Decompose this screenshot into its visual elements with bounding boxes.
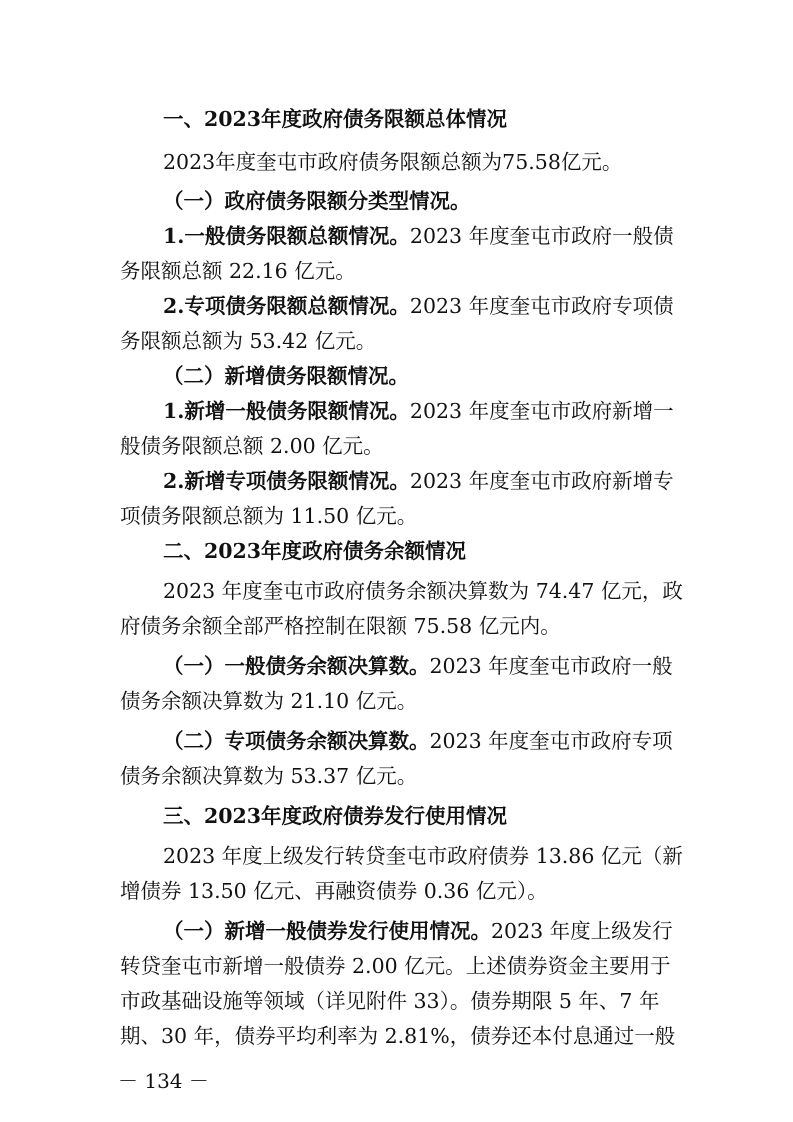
section1-item2-title: 2.专项债务限额总额情况。 [163, 294, 410, 318]
page-number: － 134 － [118, 1069, 209, 1093]
section3-sub1-line3: 市政基础设施等领域（详见附件 33）。债券期限 5 年、7 年 [120, 989, 660, 1013]
section2-sub1-text: 2023 年度奎屯市政府一般 [429, 654, 673, 678]
section1-item2-line2: 务限额总额为 53.42 亿元。 [120, 329, 377, 353]
section1-sub1-heading: （一）政府债务限额分类型情况。 [163, 189, 471, 213]
section1-heading: 一、2023年度政府债务限额总体情况 [163, 107, 508, 131]
section3-sub1-text: 2023 年度上级发行 [491, 919, 673, 943]
section3-paragraph-line1: 2023 年度上级发行转贷奎屯市政府债券 13.86 亿元（新 [163, 844, 683, 868]
section1-item1-line1 [163, 218, 793, 254]
section2-sub2-title: （二）专项债务余额决算数。 [163, 729, 430, 753]
section1-item4-text: 2023 年度奎屯市政府新增专 [409, 469, 674, 493]
section1-item4-title: 2.新增专项债务限额情况。 [163, 469, 410, 493]
section3-sub1-line1 [163, 913, 793, 949]
section1-item2-text: 2023 年度奎屯市政府专项债 [409, 294, 674, 318]
section3-sub1-title: （一）新增一般债券发行使用情况。 [163, 919, 491, 943]
section1-item3-title: 1.新增一般债务限额情况。 [163, 399, 410, 423]
section2-sub2-line1 [163, 723, 793, 759]
section2-paragraph-line1: 2023 年度奎屯市政府债务余额决算数为 74.47 亿元，政 [163, 579, 683, 603]
section1-item2-line1 [163, 288, 793, 324]
section1-item4-line2: 项债务限额总额为 11.50 亿元。 [120, 504, 418, 528]
section2-sub2-text: 2023 年度奎屯市政府专项 [429, 729, 673, 753]
section1-item3-text: 2023 年度奎屯市政府新增一 [409, 399, 674, 423]
section2-sub1-title: （一）一般债务余额决算数。 [163, 654, 430, 678]
section1-item1-line2: 务限额总额 22.16 亿元。 [120, 259, 356, 283]
section1-sub2-heading: （二）新增债务限额情况。 [163, 364, 409, 388]
section2-heading: 二、2023年度政府债务余额情况 [163, 539, 467, 563]
section1-item1-text: 2023 年度奎屯市政府一般债 [409, 224, 674, 248]
section2-sub1-line2: 债务余额决算数为 21.10 亿元。 [120, 689, 418, 713]
section3-paragraph-line2: 增债券 13.50 亿元、再融资债券 0.36 亿元）。 [120, 879, 548, 903]
section2-sub2-line2: 债务余额决算数为 53.37 亿元。 [120, 764, 418, 788]
section3-sub1-line4: 期、30 年，债券平均利率为 2.81%，债券还本付息通过一般 [120, 1024, 676, 1048]
section1-paragraph: 2023年度奎屯市政府债务限额总额为75.58亿元。 [163, 150, 623, 174]
section2-paragraph-line2: 府债务余额全部严格控制在限额 75.58 亿元内。 [120, 614, 561, 638]
section2-sub1-line1 [163, 648, 793, 684]
section1-item3-line2: 般债务限额总额 2.00 亿元。 [120, 434, 384, 458]
section3-heading: 三、2023年度政府债券发行使用情况 [163, 804, 508, 828]
section1-item4-line1 [163, 463, 793, 499]
section1-item3-line1 [163, 393, 793, 429]
section3-sub1-line2: 转贷奎屯市新增一般债券 2.00 亿元。上述债券资金主要用于 [120, 954, 671, 978]
section1-item1-title: 1.一般债务限额总额情况。 [163, 224, 410, 248]
